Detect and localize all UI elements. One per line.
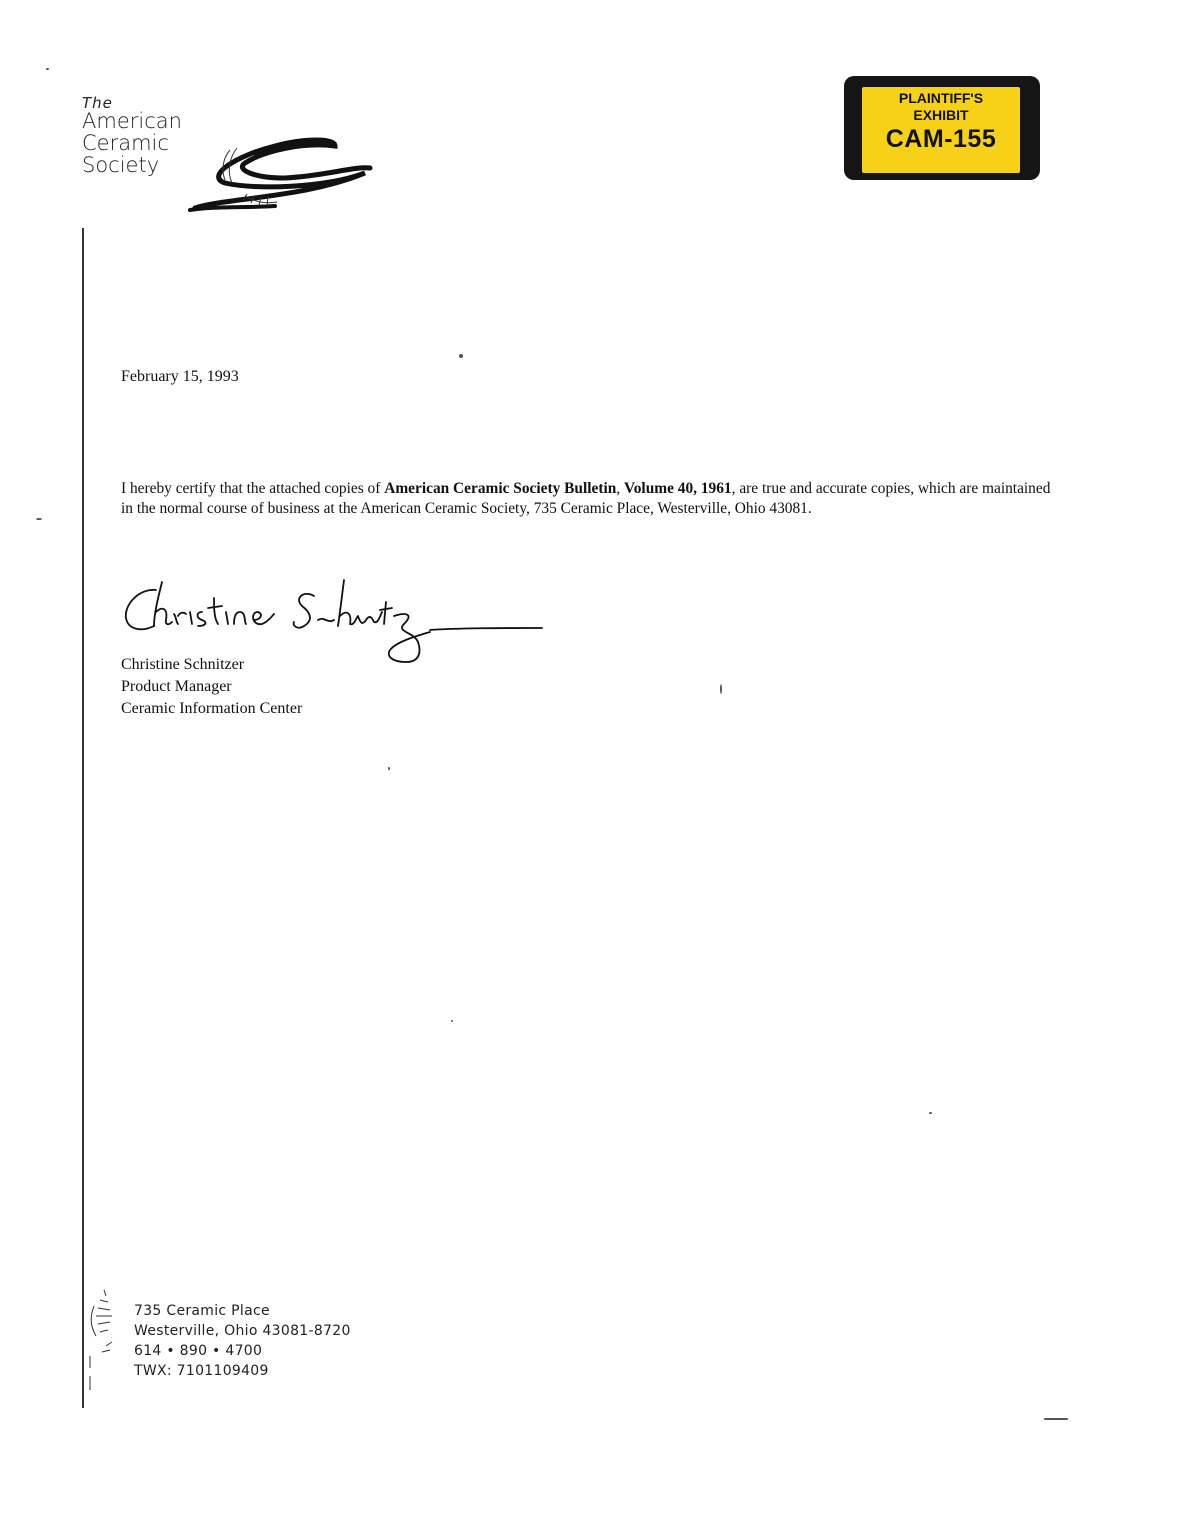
footer-twx: TWX: 7101109409: [134, 1363, 269, 1379]
signature-block: [121, 654, 302, 720]
logo-word-american: American: [82, 109, 182, 133]
scan-speck: [388, 767, 390, 770]
footer-address: [134, 1301, 351, 1381]
signer-title: Product Manager: [121, 678, 232, 695]
scan-speck: [720, 684, 722, 694]
body-text-part3: , are true and accurate copies, which are maintained in the normal course of business at the American Ceramic Society, 735 Ceramic Place, Westerville, Ohio 43081.: [121, 480, 1051, 517]
scan-speck: [451, 1020, 453, 1022]
signer-department: Ceramic Information Center: [121, 700, 303, 717]
signer-name: Christine Schnitzer: [121, 656, 245, 673]
exhibit-sticker: [844, 76, 1040, 180]
publication-volume: Volume 40, 1961: [624, 480, 732, 497]
scan-speck: [1044, 1418, 1068, 1420]
footer-city: Westerville, Ohio 43081-8720: [134, 1323, 351, 1339]
exhibit-line-plaintiffs: PLAINTIFF'S: [898, 90, 984, 106]
scan-speck: [36, 518, 42, 520]
logo-word-society: Society: [82, 153, 160, 177]
letter-date: February 15, 1993: [121, 368, 239, 385]
publication-title: American Ceramic Society Bulletin: [384, 480, 617, 497]
footer-street: 735 Ceramic Place: [134, 1303, 270, 1319]
exhibit-sticker-label: [860, 85, 1022, 175]
logo-word-the: The: [82, 94, 113, 112]
footer-emblem-icon: [86, 1286, 122, 1396]
society-logo-icon: [185, 128, 375, 218]
exhibit-id: CAM-155: [885, 125, 997, 153]
left-margin-rule: [82, 228, 84, 1408]
exhibit-line-exhibit: EXHIBIT: [913, 107, 969, 123]
body-text-part2: ,: [616, 480, 625, 497]
scan-speck: [929, 1112, 932, 1114]
letterhead-logo-text: [82, 96, 182, 176]
certification-paragraph: [121, 479, 1051, 519]
body-text-part1: I hereby certify that the attached copies of: [121, 480, 385, 497]
scan-speck: [46, 68, 49, 70]
scan-speck: [459, 354, 463, 358]
footer-phone: 614 • 890 • 4700: [134, 1343, 263, 1359]
logo-word-ceramic: Ceramic: [82, 131, 169, 155]
